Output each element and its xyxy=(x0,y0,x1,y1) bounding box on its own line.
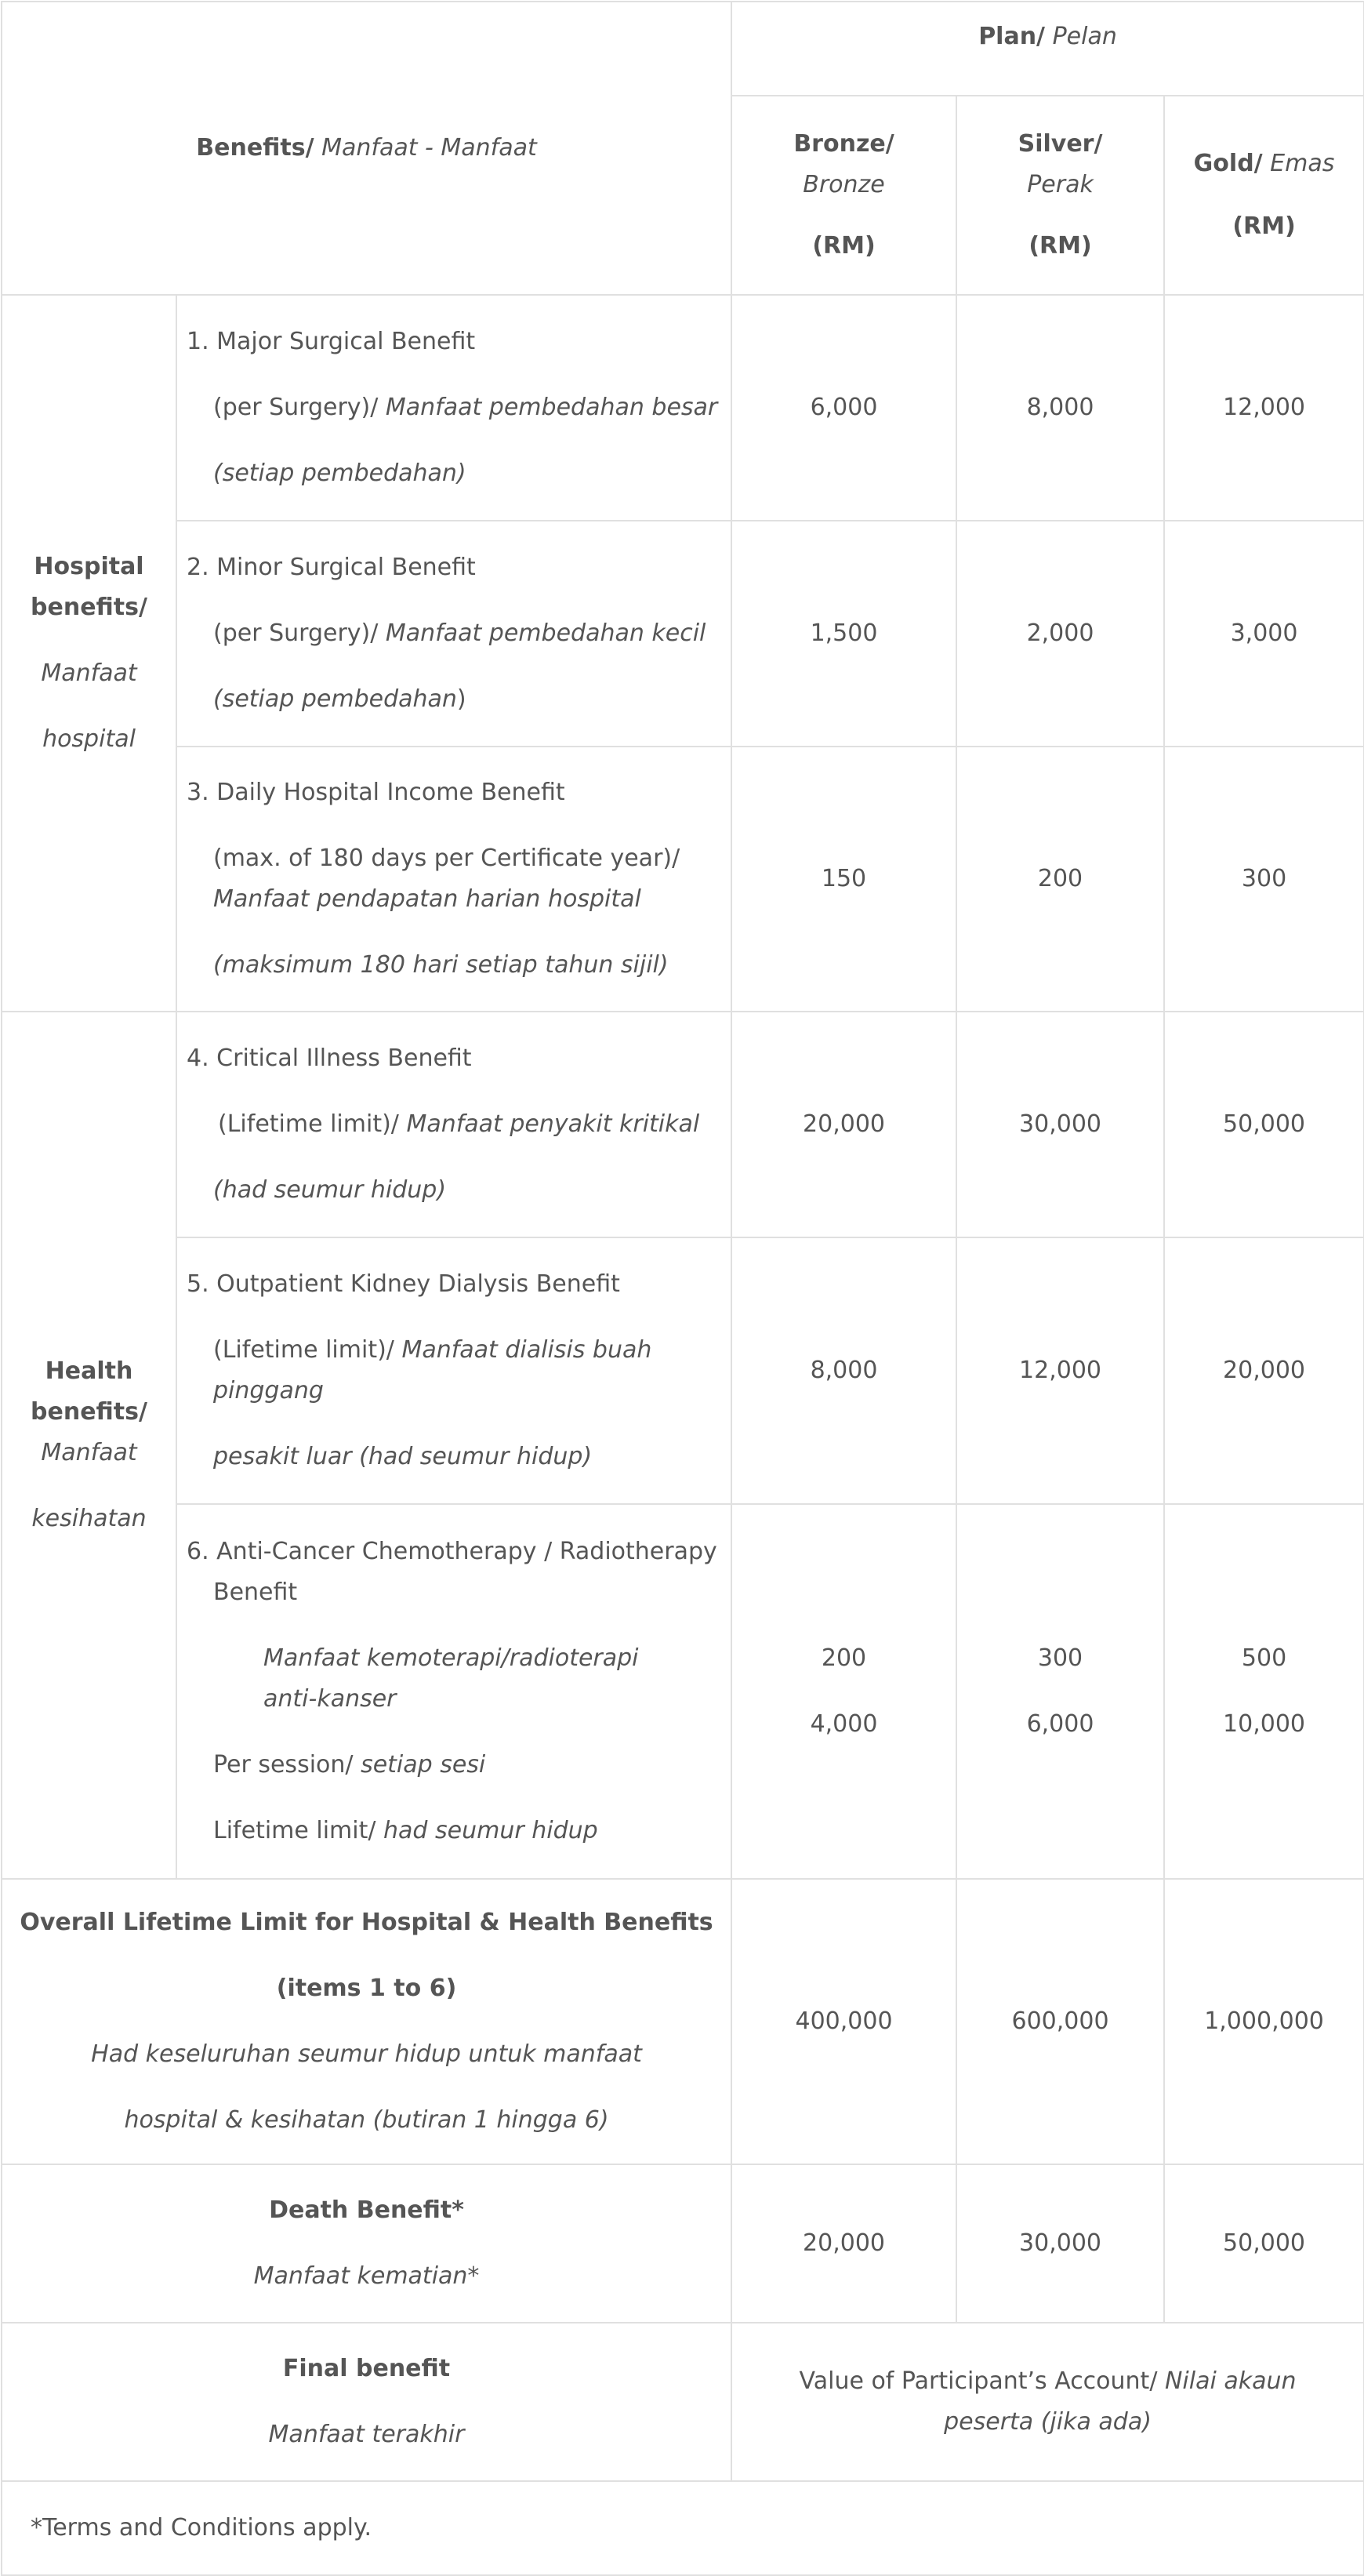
table-row xyxy=(2,747,1364,1012)
silver-value: 30,000 xyxy=(956,2164,1164,2323)
benefit-note-italic: (setiap pembedahan xyxy=(213,685,457,713)
benefit-title: 3. Daily Hospital Income Benefit xyxy=(187,779,565,806)
plan-header-italic: Pelan xyxy=(1052,23,1117,50)
benefit-note-italic: (had seumur hidup) xyxy=(213,1176,447,1204)
benefit-note-italic: (maksimum 180 hari setiap tahun sijil) xyxy=(213,951,669,979)
footnote-row xyxy=(2,2481,1364,2575)
benefit-title-continued: Benefit xyxy=(213,1579,298,1606)
benefit-subtitle-italic: Manfaat penyakit kritikal xyxy=(406,1110,700,1138)
benefit-title: 1. Major Surgical Benefit xyxy=(187,328,476,355)
gold-value xyxy=(1164,1504,1364,1879)
overall-limit-italic-1: Had keseluruhan seumur hidup untuk manfaat xyxy=(91,2040,642,2068)
lifetime-label: Lifetime limit/ xyxy=(213,1817,376,1844)
final-benefit-label xyxy=(2,2323,731,2481)
benefits-header-italic: Manfaat - Manfaat xyxy=(321,134,537,162)
table-row xyxy=(2,1237,1364,1504)
header-row xyxy=(2,2,1364,96)
lifetime-label-italic: had seumur hidup xyxy=(383,1817,598,1844)
benefit-title: 5. Outpatient Kidney Dialysis Benefit xyxy=(187,1270,620,1298)
plan-header-bold: Plan/ xyxy=(978,23,1046,50)
gold-label: Gold/ xyxy=(1193,150,1263,177)
gold-value: 50,000 xyxy=(1164,2164,1364,2323)
bronze-value: 6,000 xyxy=(731,295,956,521)
overall-limit-label xyxy=(2,1879,731,2164)
silver-currency: (RM) xyxy=(1028,232,1092,260)
benefit-subtitle: (max. of 180 days per Certificate year)/ xyxy=(213,845,680,872)
per-session-value: 200 xyxy=(821,1644,867,1672)
benefit-description xyxy=(176,1237,731,1504)
bronze-header xyxy=(731,96,956,295)
benefit-note-italic: pesakit luar (had seumur hidup) xyxy=(213,1443,593,1470)
benefit-subtitle-italic: Manfaat pembedahan besar xyxy=(385,394,718,421)
overall-limit-items: (items 1 to 6) xyxy=(276,1975,457,2002)
bronze-value: 8,000 xyxy=(731,1237,956,1504)
final-benefit-title: Final benefit xyxy=(282,2355,451,2382)
health-group-italic-1: Manfaat xyxy=(41,1439,137,1466)
benefit-title: 6. Anti-Cancer Chemotherapy / Radiotherapy xyxy=(187,1538,717,1565)
hospital-group-italic-1: Manfaat xyxy=(41,659,137,687)
per-session-label: Per session/ xyxy=(213,1751,354,1778)
overall-limit-italic-2: hospital & kesihatan (butiran 1 hingga 6) xyxy=(124,2106,609,2134)
benefit-description xyxy=(176,747,731,1012)
gold-currency: (RM) xyxy=(1232,213,1296,240)
gold-value: 12,000 xyxy=(1164,295,1364,521)
benefit-subtitle-italic: Manfaat pembedahan kecil xyxy=(385,619,706,647)
silver-value: 8,000 xyxy=(956,295,1164,521)
bronze-currency: (RM) xyxy=(812,232,876,260)
health-group-bold: Health benefits/ xyxy=(31,1357,147,1426)
benefit-note-end: ) xyxy=(456,685,466,713)
benefits-header-bold: Benefits/ xyxy=(196,134,314,162)
footnote: *Terms and Conditions apply. xyxy=(2,2481,1364,2575)
benefit-subtitle-italic: Manfaat pendapatan harian hospital xyxy=(213,885,641,913)
benefit-subtitle: (Lifetime limit)/ xyxy=(218,1110,399,1138)
table-row xyxy=(2,1504,1364,1879)
gold-value: 1,000,000 xyxy=(1164,1879,1364,2164)
silver-value: 12,000 xyxy=(956,1237,1164,1504)
table-row xyxy=(2,521,1364,747)
benefit-subtitle-italic: Manfaat kemoterapi/radioterapi anti-kanser xyxy=(263,1644,639,1713)
silver-value: 600,000 xyxy=(956,1879,1164,2164)
silver-label-italic: Perak xyxy=(1027,171,1094,198)
hospital-group-label xyxy=(2,295,176,1012)
overall-limit-row xyxy=(2,1879,1364,2164)
lifetime-value: 4,000 xyxy=(810,1710,878,1738)
benefit-description xyxy=(176,295,731,521)
death-benefit-row xyxy=(2,2164,1364,2323)
bronze-value: 400,000 xyxy=(731,1879,956,2164)
bronze-label: Bronze/ xyxy=(793,130,894,158)
table-row xyxy=(2,1012,1364,1237)
health-group-italic-2: kesihatan xyxy=(31,1505,147,1532)
death-benefit-title: Death Benefit* xyxy=(269,2196,464,2224)
benefit-description xyxy=(176,1504,731,1879)
final-benefit-italic: Manfaat terakhir xyxy=(268,2421,465,2448)
bronze-value: 20,000 xyxy=(731,2164,956,2323)
final-benefit-value xyxy=(731,2323,1364,2481)
health-group-label xyxy=(2,1012,176,1879)
final-benefit-row xyxy=(2,2323,1364,2481)
benefits-table xyxy=(1,1,1364,2576)
bronze-value: 1,500 xyxy=(731,521,956,747)
benefit-subtitle: (per Surgery)/ xyxy=(213,619,379,647)
silver-value xyxy=(956,1504,1164,1879)
bronze-value xyxy=(731,1504,956,1879)
gold-label-italic: Emas xyxy=(1270,150,1335,177)
benefit-subtitle: (Lifetime limit)/ xyxy=(213,1336,394,1364)
silver-value: 200 xyxy=(956,747,1164,1012)
hospital-group-bold: Hospital benefits/ xyxy=(31,553,147,621)
gold-value: 50,000 xyxy=(1164,1012,1364,1237)
plan-header xyxy=(731,2,1364,96)
benefit-description xyxy=(176,521,731,747)
final-benefit-value-text: Value of Participant’s Account/ xyxy=(799,2367,1158,2395)
gold-value: 20,000 xyxy=(1164,1237,1364,1504)
gold-header xyxy=(1164,96,1364,295)
benefit-title: 2. Minor Surgical Benefit xyxy=(187,554,476,581)
gold-value: 3,000 xyxy=(1164,521,1364,747)
benefit-title: 4. Critical Illness Benefit xyxy=(187,1045,472,1072)
silver-header xyxy=(956,96,1164,295)
table-row xyxy=(2,295,1364,521)
benefit-subtitle-italic: Manfaat dialisis buah pinggang xyxy=(213,1336,652,1404)
final-benefit-value-italic: Nilai akaun peserta (jika ada) xyxy=(944,2367,1297,2436)
gold-value: 300 xyxy=(1164,747,1364,1012)
per-session-value: 300 xyxy=(1037,1644,1083,1672)
bronze-value: 150 xyxy=(731,747,956,1012)
hospital-group-italic-2: hospital xyxy=(42,725,136,753)
overall-limit-title: Overall Lifetime Limit for Hospital & Health Benefits xyxy=(20,1909,713,1936)
death-benefit-label xyxy=(2,2164,731,2323)
per-session-label-italic: setiap sesi xyxy=(361,1751,486,1778)
death-benefit-italic: Manfaat kematian* xyxy=(253,2262,480,2290)
lifetime-value: 6,000 xyxy=(1026,1710,1094,1738)
lifetime-value: 10,000 xyxy=(1223,1710,1306,1738)
benefits-header xyxy=(2,2,731,295)
benefit-description xyxy=(176,1012,731,1237)
benefit-note-italic: (setiap pembedahan) xyxy=(213,460,466,487)
benefit-subtitle: (per Surgery)/ xyxy=(213,394,379,421)
silver-value: 2,000 xyxy=(956,521,1164,747)
per-session-value: 500 xyxy=(1241,1644,1287,1672)
silver-label: Silver/ xyxy=(1018,130,1103,158)
bronze-label-italic: Bronze xyxy=(803,171,885,198)
silver-value: 30,000 xyxy=(956,1012,1164,1237)
bronze-value: 20,000 xyxy=(731,1012,956,1237)
